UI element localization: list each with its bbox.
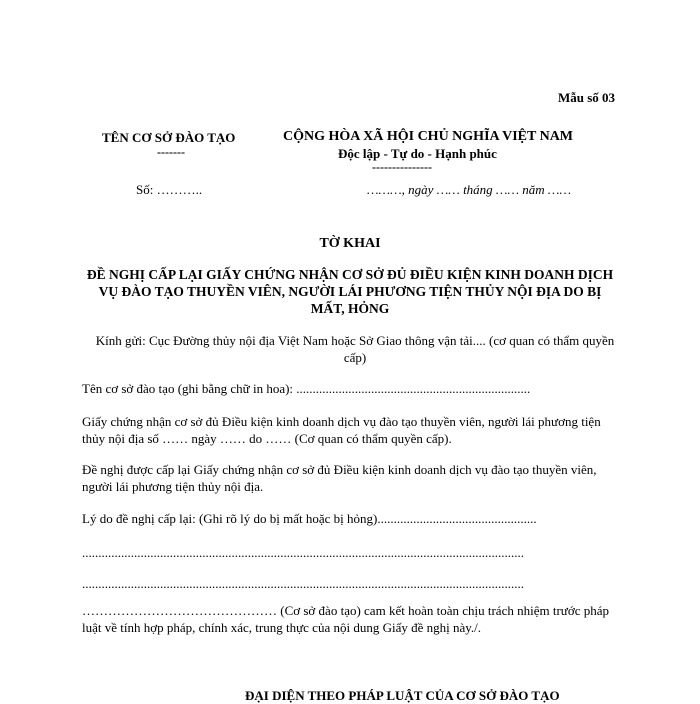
org-name-heading: TÊN CƠ SỞ ĐÀO TẠO (102, 130, 236, 145)
date-line: ………, ngày …… tháng …… năm …… (367, 182, 572, 197)
motto-separator: --------------- (372, 160, 432, 174)
representative-heading: ĐẠI DIỆN THEO PHÁP LUẬT CỦA CƠ SỞ ĐÀO TẠO (245, 688, 560, 703)
org-name-field: Tên cơ sở đào tạo (ghi bằng chữ in hoa): ........................................................................ (82, 381, 531, 396)
request-paragraph: Đề nghị được cấp lại Giấy chứng nhận cơ sở đủ Điều kiện kinh doanh dịch vụ đào tạo thuyền viên, người lái phương tiện thủy nội địa. (82, 462, 597, 494)
national-motto: Độc lập - Tự do - Hạnh phúc (338, 146, 497, 161)
document-title: TỜ KHAI (319, 236, 381, 251)
document-subtitle: ĐỀ NGHỊ CẤP LẠI GIẤY CHỨNG NHẬN CƠ SỞ ĐỦ ĐIỀU KIỆN KINH DOANH DỊCH VỤ ĐÀO TẠO THUYỀN VIÊN, NGƯỜI LÁI PHƯƠNG TIỆN THỦY NỘI ĐỊA DO BỊ MẤT, HỎNG (86, 267, 614, 316)
recipient-line: Kính gửi: Cục Đường thủy nội địa Việt Nam hoặc Sở Giao thông vận tải.... (cơ quan có thẩm quyền cấp) (95, 333, 615, 365)
reason-blank-line-1: ........................................................................................................................................ (82, 545, 524, 560)
reason-field: Lý do đề nghị cấp lại: (Ghi rõ lý do bị mất hoặc bị hỏng)................................................. (82, 511, 537, 526)
form-number: Mẫu số 03 (558, 90, 616, 105)
document-number: Số: ……….. (136, 182, 203, 197)
certificate-paragraph: Giấy chứng nhận cơ sở đủ Điều kiện kinh doanh dịch vụ đào tạo thuyền viên, người lái phương tiện thủy nội địa số …… ngày …… do …… (Cơ quan có thẩm quyền cấp). (82, 414, 601, 446)
commitment-paragraph: ……………………………………… (Cơ sở đào tạo) cam kết hoàn toàn chịu trách nhiệm trước pháp luật về tính hợp pháp, chính xác, trung thực của nội dung Giấy đề nghị này./. (82, 603, 609, 635)
reason-blank-line-2: ........................................................................................................................................ (82, 576, 524, 591)
org-name-separator: ------- (157, 145, 185, 159)
country-name: CỘNG HÒA XÃ HỘI CHỦ NGHĨA VIỆT NAM (283, 129, 574, 144)
